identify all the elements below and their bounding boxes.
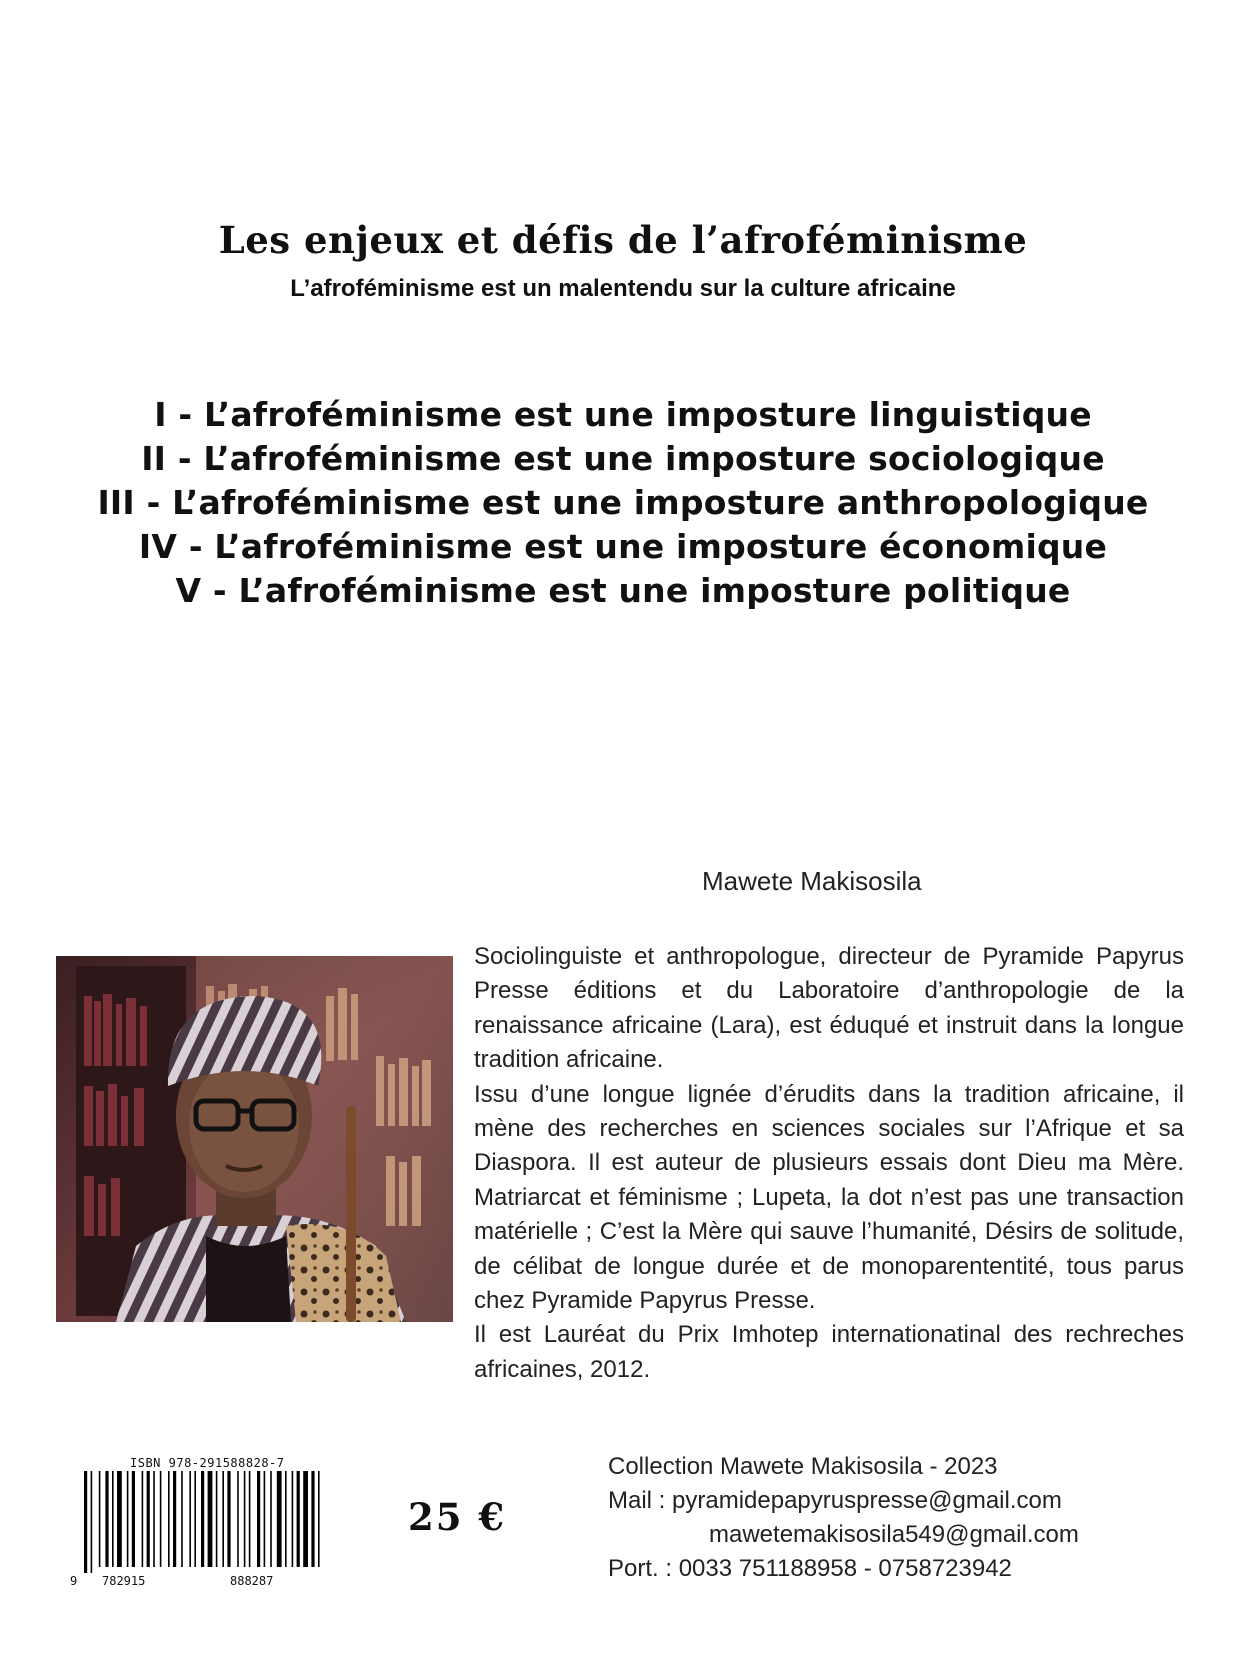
chapter-item: IV - L’afroféminisme est une imposture économique xyxy=(138,527,1108,566)
barcode-bar xyxy=(181,1471,183,1567)
author-bio xyxy=(474,940,1184,1387)
chapter-item: V - L’afroféminisme est une imposture politique xyxy=(175,571,1071,610)
chapter-item: I - L’afroféminisme est une imposture linguistique xyxy=(154,395,1092,434)
barcode-bar xyxy=(168,1471,170,1567)
bio-paragraph: Il est Lauréat du Prix Imhotep internationatinal des rechreches africaines, 2012. xyxy=(474,1321,1184,1383)
barcode-bar xyxy=(297,1471,300,1567)
barcode-bar xyxy=(105,1471,108,1567)
author-name: Mawete Makisosila xyxy=(702,866,922,896)
barcode-bar xyxy=(264,1471,266,1567)
barcode-bar xyxy=(208,1471,213,1567)
barcode-bar xyxy=(227,1471,230,1567)
barcode-bar xyxy=(142,1471,144,1567)
barcode-bar xyxy=(277,1471,282,1567)
barcode-digit-first: 9 xyxy=(70,1574,78,1588)
chapter-item: III - L’afroféminisme est une imposture anthropologique xyxy=(97,483,1149,522)
chapter-list xyxy=(0,393,1246,613)
barcode-bar xyxy=(222,1471,224,1567)
barcode-icon xyxy=(84,1471,330,1573)
book-title: Les enjeux et défis de l’afroféminisme xyxy=(218,218,1028,262)
barcode-bar xyxy=(127,1471,129,1567)
isbn-label: ISBN 978-291588828-7 xyxy=(130,1456,285,1470)
bio-paragraph: Sociolinguiste et anthropologue, directeur de Pyramide Papyrus Presse éditions et du Laboratoire d’anthropologie de la renaissance africaine (Lara), est éduqué et instruit dans la longue tradition africaine. xyxy=(474,943,1184,1074)
barcode-bar xyxy=(160,1471,162,1567)
barcode-bar xyxy=(216,1471,218,1567)
barcode-bar xyxy=(244,1471,246,1567)
price: 25 € xyxy=(408,1495,507,1539)
barcode-bar xyxy=(99,1471,101,1567)
barcode-bar xyxy=(194,1471,196,1567)
barcode-bar xyxy=(249,1471,251,1567)
barcode-bar xyxy=(153,1471,155,1567)
author-photo xyxy=(56,956,453,1322)
phone-line: Port. : 0033 751188958 - 0758723942 xyxy=(608,1555,1012,1582)
barcode-bar xyxy=(257,1471,260,1567)
barcode-bar xyxy=(303,1471,308,1567)
barcode-bar xyxy=(132,1471,135,1567)
barcode-bar xyxy=(285,1471,287,1567)
barcode-bar xyxy=(147,1471,150,1567)
mail-line: Mail : pyramidepapyruspresse@gmail.com xyxy=(608,1487,1062,1514)
barcode-bar xyxy=(91,1471,93,1573)
barcode-bar xyxy=(311,1471,314,1567)
barcode-bar xyxy=(84,1471,87,1573)
barcode-digits-left: 782915 xyxy=(102,1574,146,1588)
contact-info xyxy=(608,1450,1079,1586)
barcode-bar xyxy=(237,1471,239,1567)
book-subtitle: L’afroféminisme est un malentendu sur la culture africaine xyxy=(290,275,956,302)
barcode-bar xyxy=(117,1471,122,1567)
chapter-item: II - L’afroféminisme est une imposture sociologique xyxy=(141,439,1105,478)
barcode-bar xyxy=(201,1471,204,1567)
mail-line-secondary: mawetemakisosila549@gmail.com xyxy=(709,1521,1079,1548)
barcode-bar xyxy=(189,1471,191,1567)
barcode-bar xyxy=(173,1471,176,1567)
bio-paragraph: Issu d’une longue lignée d’érudits dans la tradition africaine, il mène des recherches en sciences sociales sur l’Afrique et sa Diaspora. Il est auteur de plusieurs essais dont Dieu ma Mère. Matriarcat et féminisme ; Lupeta, la dot n’est pas une transaction matérielle ; C’est la Mère qui sauve l’humanité, Désirs de solitude, de célibat de longue durée et de monoparententité, tous parus chez Pyramide Papyrus Presse. xyxy=(474,1080,1184,1315)
barcode-bar xyxy=(318,1471,320,1567)
collection-line: Collection Mawete Makisosila - 2023 xyxy=(608,1453,998,1480)
barcode-bar xyxy=(292,1471,294,1567)
isbn-barcode xyxy=(70,1456,340,1590)
barcode-digits-right: 888287 xyxy=(230,1574,274,1588)
barcode-bar xyxy=(112,1471,114,1567)
barcode-bar xyxy=(270,1471,272,1567)
